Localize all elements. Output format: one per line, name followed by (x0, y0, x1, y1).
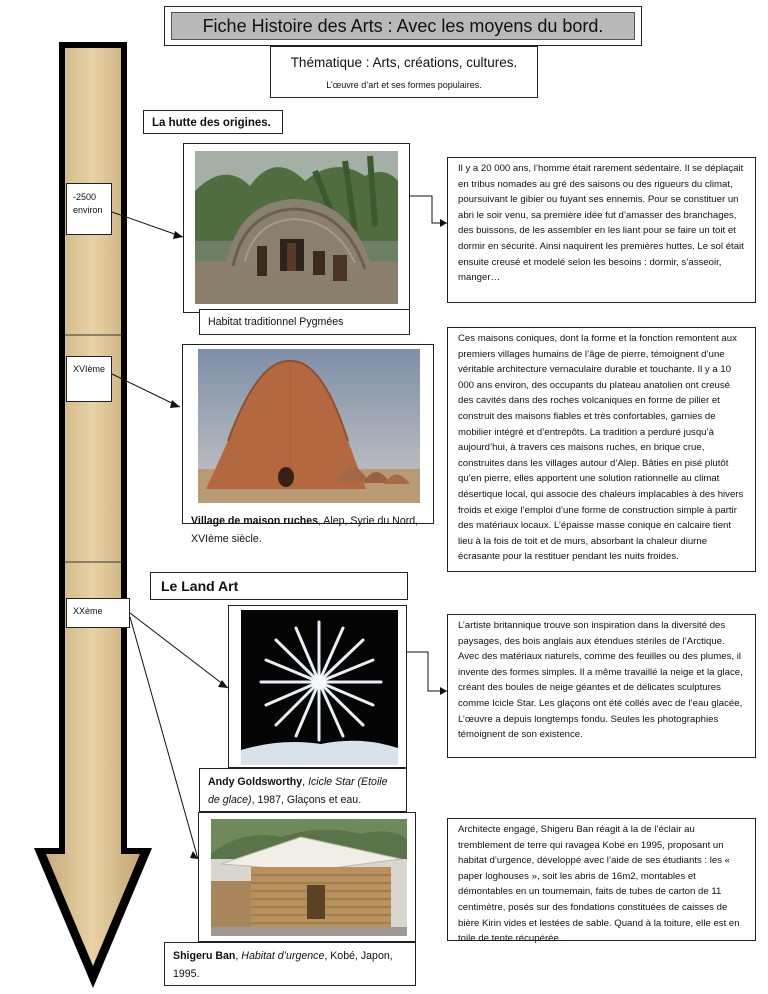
section-heading-hut: La hutte des origines. (143, 110, 283, 134)
section-heading-landart: Le Land Art (150, 572, 408, 600)
caption-separator: , (235, 950, 242, 962)
date-line: -2500 (73, 192, 97, 202)
photo-frame (198, 812, 416, 942)
paper-loghouse-photo (211, 819, 407, 936)
date-label (66, 183, 112, 235)
caption (183, 508, 449, 552)
description-text: L’artiste britannique trouve son inspiration dans la diversité des paysages, des bois anglais aux étendues stériles de l’Arctique. Avec des matériaux naturels, comme des feuilles ou des plumes, il invente des formes simples. Il a même travaillé la neige et la glace, créant des boules de neige géantes et de délicates sculptures comme Icicle Star. Les glaçons ont été collés avec de l’eau glacée, L’œuvre a depuis longtemps fondu. Seules les photographies témoignent de son existence. (447, 614, 756, 758)
date-label (66, 356, 112, 402)
caption-details: , Alep, Syrie du Nord, XVIème siècle. (191, 515, 419, 545)
theme-box (270, 46, 538, 98)
beehive-houses-photo (198, 349, 420, 503)
caption-details: , Kobé, Japon, 1995. (173, 950, 393, 980)
icicle-star-photo (241, 610, 398, 765)
date-line: XVIème (73, 364, 106, 374)
caption-artist: Andy Goldsworthy (208, 776, 303, 788)
connector-line (130, 613, 228, 688)
pygmy-hut-photo (195, 151, 398, 304)
caption-title: Village de maison ruches (191, 515, 318, 527)
caption (164, 942, 416, 986)
caption-details: , 1987, Glaçons et eau. (251, 794, 362, 806)
description-text: Ces maisons coniques, dont la forme et la fonction remontent aux premiers villages humains de l’âge de pierre, témoignent d’une véritable architecture vernaculaire durable et touchante. Il y a 10 000 ans environ, des occupants du plateau anatolien ont creusé des cavités dans des roches volcaniques en forme de pilier et construit des maisons fiables et très confortables, garnies de mobilier intégré et d’entrepôts. La tradition a perduré jusqu’à aujourd’hui, à travers ces maisons ruches, en brique crue, construites dans les villages autour d’Alep. Bâties en pisé plutôt qu’en pierre, elles apportent une solution rationnelle au climat désertique local, qui associe des chaleurs implacables à des hivers froids et exige l’emploi d’une forme de construction simple à partir des matériaux locaux. L’épaisse masse conique en calcaire tient lieu à la fois de toit et de murs, absorbant la chaleur diurne écrasante pour la restituer pendant les nuits froides. (447, 327, 756, 572)
connector-line (410, 196, 447, 223)
photo-frame (228, 605, 407, 768)
page-title: Fiche Histoire des Arts : Avec les moyens du bord. (171, 12, 635, 40)
caption-artist: Shigeru Ban (173, 950, 236, 962)
date-line: environ (73, 205, 103, 215)
caption: Habitat traditionnel Pygmées (199, 309, 410, 335)
caption-title: Icicle Star (Etoile de glace) (208, 776, 388, 806)
date-line: XXème (73, 606, 103, 616)
caption-title: Habitat d’urgence (241, 950, 325, 962)
connector-line (130, 617, 198, 859)
connector-line (407, 652, 447, 691)
caption-separator: , (302, 776, 309, 788)
description-text: Il y a 20 000 ans, l’homme était rarement sédentaire. Il se déplaçait en tribus nomades au gré des saisons ou des rigueurs du climat, poursuivant le gibier ou fuyant ses ennemis. Pour se constituer un abri le soir venu, sa première idée fut d’amasser des branchages, des buissons, de les assembler en les liant pour se faire un toit et dormir en sécurité. Ainsi naquirent les premières huttes. Le sol était ensuite creusé et modelé selon les besoins : dormir, s’asseoir, manger… (447, 157, 756, 303)
date-label (66, 598, 130, 628)
theme-text: Thématique : Arts, créations, cultures. (290, 55, 518, 70)
photo-frame (183, 143, 410, 313)
description-text: Architecte engagé, Shigeru Ban réagit à la de l’éclair au tremblement de terre qui ravagea Kobé en 1995, proposant un habitat d’urgence, développé avec l’aide de ses étudiants : les « paper loghouses », soit les abris de 16m2, montables et démontables en un tournemain, faits de tubes de carton de 11 centimètre, posés sur des fondations constituées de caisses de bière Kirin vides et lestées de sable. Quand à la toiture, elle est en toile de tente récupérée. (447, 818, 756, 941)
subtheme-text: L’œuvre d’art et ses formes populaires. (326, 80, 482, 90)
title-frame (164, 6, 642, 46)
photo-frame (182, 344, 434, 545)
caption (199, 768, 407, 812)
